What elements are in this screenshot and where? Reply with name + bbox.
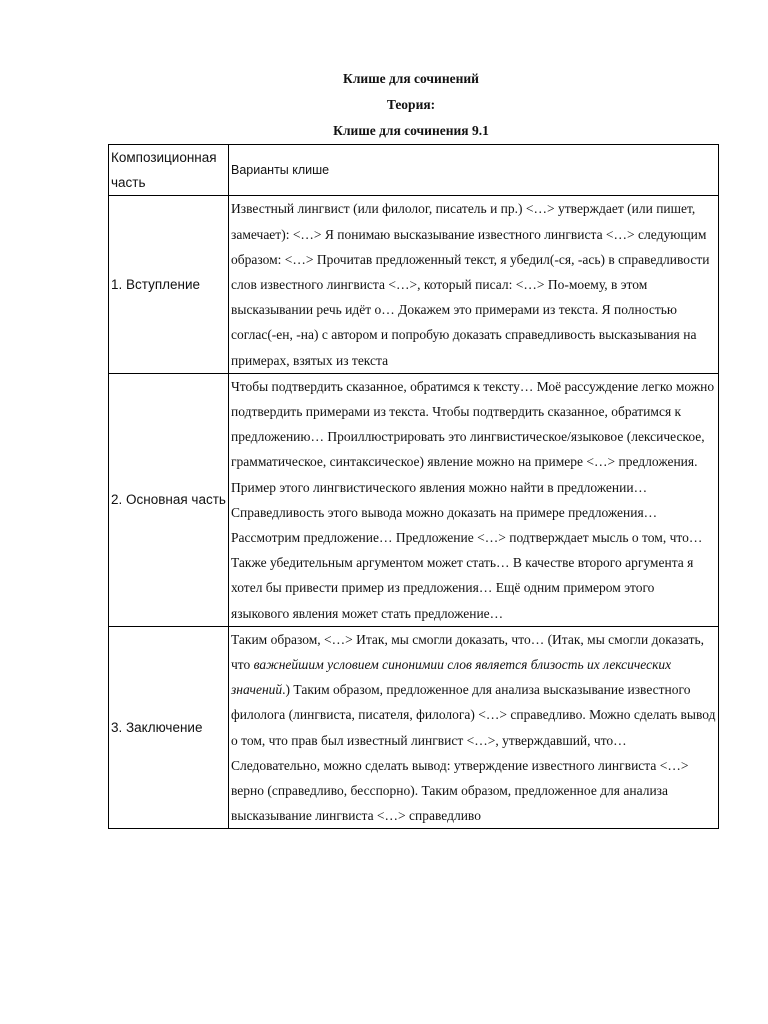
main-text: Чтобы подтвердить сказанное, обратимся к тексту… Моё рассуждение легко можно подтвердить примерами из текста. Чтобы подтвердить сказанное, обратимся к предложению… Проиллюстрировать это лингвистическое/языковое (лексическое, грамматическое, синтаксическое) явление можно на примере <…> предложения. Пример этого лингвистического явления можно найти в предложении… Справедливость этого вывода можно доказать на примере предложения… Рассмотрим предложение… Предложение <…> подтверждает мысль о том, что… Также убедительным аргументом может стать… В качестве второго аргумента я хотел бы привести пример из предложения… Ещё одним примером этого языкового явления может стать предложение… [231, 378, 715, 621]
table-header-row [109, 145, 719, 196]
document-subtitle: Теория: [386, 97, 436, 112]
table-row [109, 196, 719, 373]
header-variants-cell: Варианты клише [229, 145, 719, 196]
conclusion-text-italic: важнейшим условием синонимии слов является близость их лексических значений [231, 657, 672, 698]
conclusion-text-before: Таким образом, <…> Итак, мы смогли доказать, что… (Итак, мы смогли доказать, что [231, 631, 705, 673]
conclusion-text [231, 627, 716, 829]
table-row [109, 373, 719, 626]
table-row [109, 626, 719, 829]
document-title: Клише для сочинений [343, 71, 479, 86]
conclusion-text-after: .) Таким образом, предложенное для анализа высказывание известного филолога (лингвиста, писателя, филолога) <…> справедливо. Можно сделать вывод о том, что прав был известный лингвист <…>, утверждавший, что… Следовательно, можно сделать вывод: утверждение известного лингвиста <…> верно (справедливо, бесспорно). Таким образом, предложенное для анализа высказывание лингвиста <…> справедливо [231, 682, 716, 824]
row-text-main [229, 373, 719, 626]
row-part-intro: 1. Вступление [109, 196, 229, 373]
row-text-conclusion [229, 626, 719, 829]
intro-text: Известный лингвист (или филолог, писатель и пр.) <…> утверждает (или пишет, замечает): <…> Я понимаю высказывание известного лингвиста <…> следующим образом: <…> Прочитав предложенный текст, я убедил(-ся, -ась) в справедливости слов известного лингвиста <…>, который писал: <…> По-моему, в этом высказывании речь идёт о… Докажем это примерами из текста. Я полностью соглас(-ен, -на) с автором и попробую доказать справедливость высказывания на примерах, взятых из текста [231, 201, 710, 368]
section-title: Клише для сочинения 9.1 [333, 123, 489, 138]
header-part-cell: Композиционная часть [109, 145, 229, 196]
row-part-main: 2. Основная часть [109, 373, 229, 626]
clishe-table [108, 144, 719, 829]
document-headings [108, 66, 714, 144]
row-text-intro [229, 196, 719, 373]
row-part-conclusion: 3. Заключение [109, 626, 229, 829]
